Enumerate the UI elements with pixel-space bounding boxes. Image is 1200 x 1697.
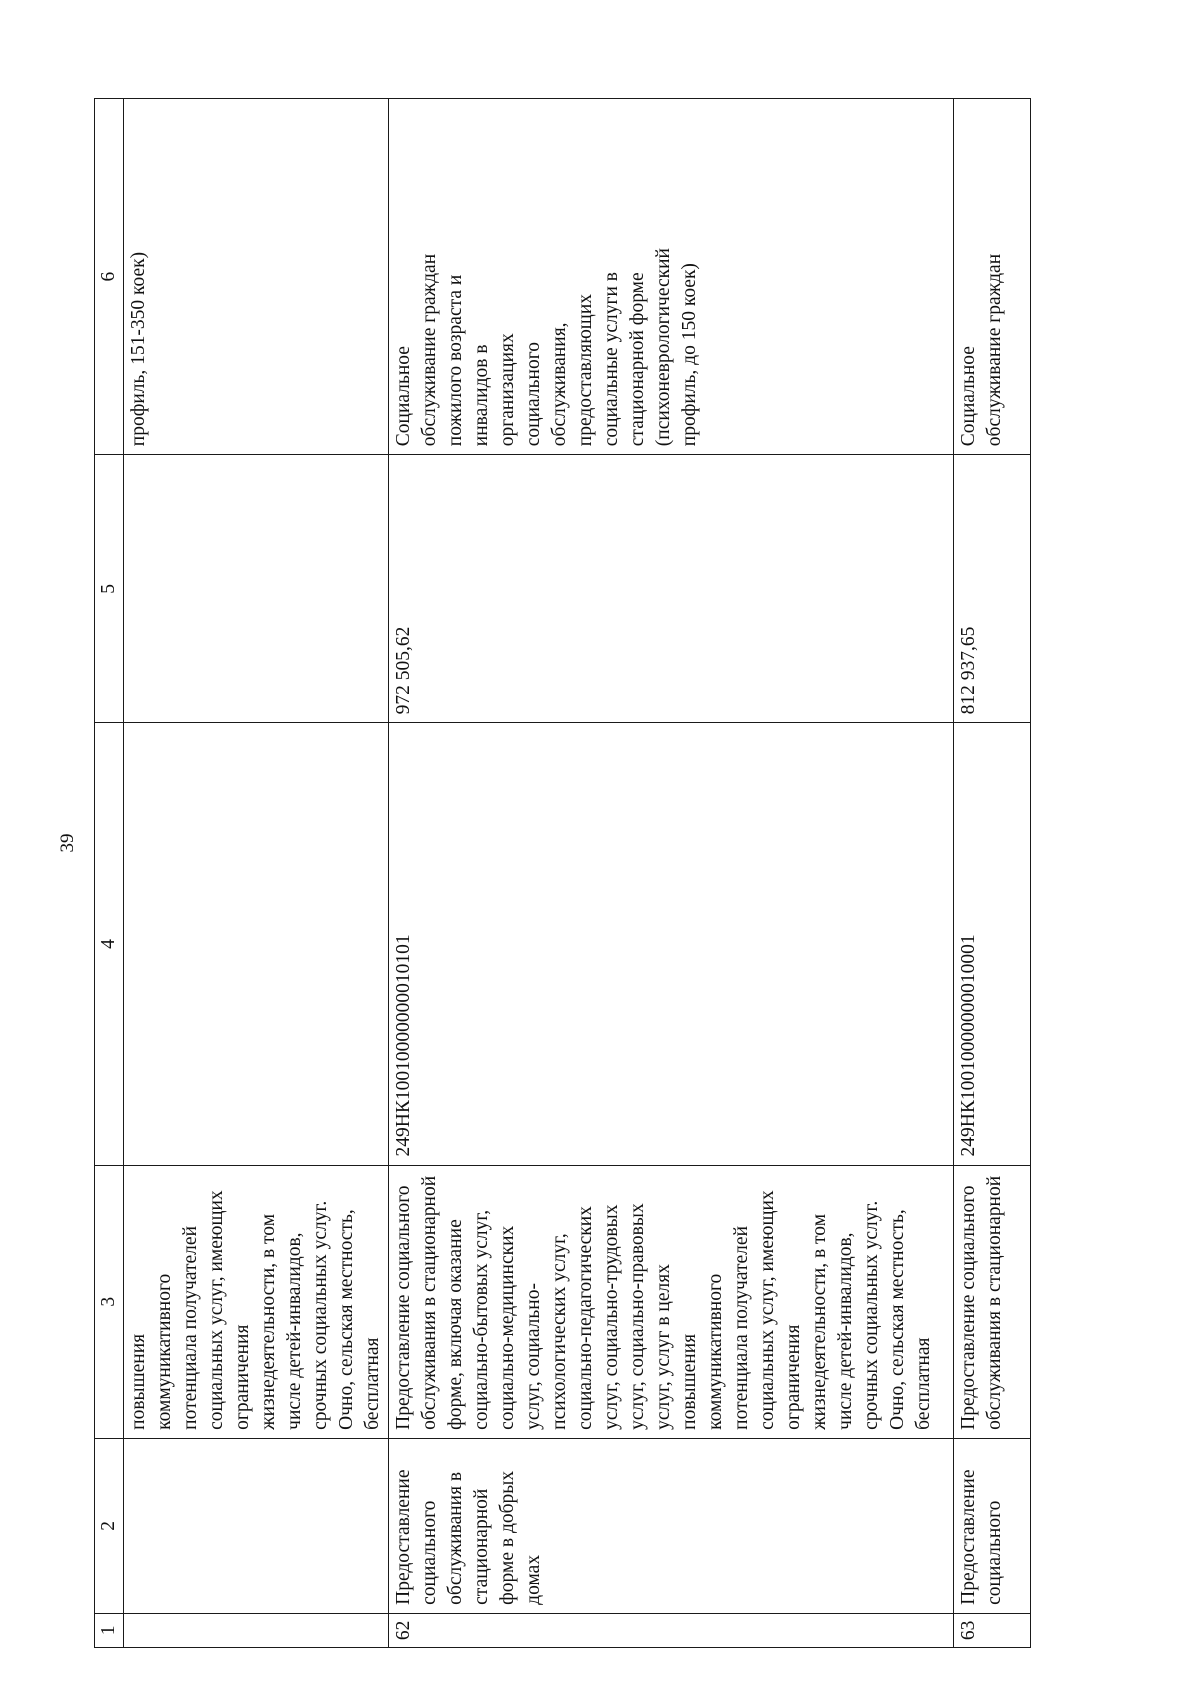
category-line: обслуживание граждан [419, 253, 440, 447]
service-name-line: Предоставление [393, 1469, 414, 1605]
recipient-category-cell [954, 99, 1031, 455]
content-line: социально-бытовых услуг, [471, 1209, 492, 1430]
content-line: услуг, социально-правовых [627, 1203, 648, 1430]
content-line: услуг, социально- [523, 1283, 544, 1430]
column-header-6: 6 [95, 99, 124, 455]
recipient-category-cell [389, 99, 954, 455]
content-line: ограничения [232, 1324, 253, 1430]
service-content-cell [954, 1165, 1031, 1438]
content-line: форме, включая оказание [445, 1219, 466, 1430]
amount-cell [124, 455, 389, 723]
content-line: услуг, услуг в целях [653, 1264, 674, 1430]
content-line: социально-медицинских [497, 1225, 518, 1430]
content-line: ограничения [783, 1324, 804, 1430]
service-content-cell [124, 1165, 389, 1438]
content-line: повышения [128, 1333, 149, 1430]
category-line: (психоневрологический [653, 248, 674, 447]
content-line: психологических услуг, [549, 1233, 570, 1430]
column-header-1: 1 [95, 1613, 124, 1647]
service-name-cell [389, 1438, 954, 1613]
category-line: социального [523, 342, 544, 447]
registry-code-cell [124, 723, 389, 1165]
content-line: обслуживания в стационарной [984, 1175, 1005, 1430]
content-line: Очно, сельская местность, [887, 1209, 908, 1430]
registry-code-cell: 249НК10010000000010101 [389, 723, 954, 1165]
service-name-line: стационарной [471, 1488, 492, 1605]
column-header-3: 3 [95, 1165, 124, 1438]
content-line: социально-педагогических [575, 1206, 596, 1430]
category-line: организациях [497, 333, 518, 447]
category-line: профиль, до 150 коек) [679, 263, 700, 447]
table-row [954, 99, 1031, 1648]
content-line: жизнедеятельности, в том [258, 1213, 279, 1430]
service-name-line: форме в добрых [497, 1470, 518, 1605]
column-header-2: 2 [95, 1438, 124, 1613]
row-number-cell: 62 [389, 1613, 954, 1647]
category-line: инвалидов в [471, 344, 492, 447]
content-line: услуг, социально-трудовых [601, 1204, 622, 1430]
content-line: срочных социальных услуг. [861, 1200, 882, 1430]
content-line: числе детей-инвалидов, [835, 1232, 856, 1430]
table-row [124, 99, 389, 1648]
content-line: коммуникативного [705, 1273, 726, 1430]
content-line: жизнедеятельности, в том [809, 1213, 830, 1430]
rotated-page-content [94, 98, 1104, 1648]
content-line: повышения [679, 1333, 700, 1430]
recipient-category-cell [124, 99, 389, 455]
content-line: Предоставление социального [393, 1185, 414, 1430]
service-name-line: обслуживания в [445, 1471, 466, 1605]
service-content-cell [389, 1165, 954, 1438]
content-line: Предоставление социального [958, 1185, 979, 1430]
category-line: пожилого возраста и [445, 274, 466, 447]
table-row [389, 99, 954, 1648]
category-line: стационарной форме [627, 272, 648, 447]
amount-cell: 812 937,65 [954, 455, 1031, 723]
services-table [94, 98, 1031, 1648]
service-name-line: Предоставление [958, 1469, 979, 1605]
service-name-cell [124, 1438, 389, 1613]
service-name-line: социального [984, 1500, 1005, 1605]
service-name-line: социального [419, 1500, 440, 1605]
category-line: обслуживания, [549, 322, 570, 447]
content-line: бесплатная [913, 1337, 934, 1430]
content-line: социальных услуг, имеющих [206, 1190, 227, 1430]
category-line: социальные услуги в [601, 272, 622, 447]
content-line: потенциала получателей [731, 1225, 752, 1430]
category-line: Социальное [958, 346, 979, 447]
content-line: потенциала получателей [180, 1225, 201, 1430]
content-line: обслуживания в стационарной [419, 1175, 440, 1430]
content-line: Очно, сельская местность, [336, 1209, 357, 1430]
registry-code-cell: 249НК10010000000010001 [954, 723, 1031, 1165]
content-line: социальных услуг, имеющих [757, 1190, 778, 1430]
content-line: бесплатная [362, 1337, 383, 1430]
row-number-cell: 63 [954, 1613, 1031, 1647]
service-name-line: домах [523, 1554, 544, 1605]
column-header-4: 4 [95, 723, 124, 1165]
service-name-cell [954, 1438, 1031, 1613]
category-line: предоставляющих [575, 293, 596, 447]
content-line: коммуникативного [154, 1273, 175, 1430]
content-line: срочных социальных услуг. [310, 1200, 331, 1430]
table-header-row [95, 99, 124, 1648]
content-line: числе детей-инвалидов, [284, 1232, 305, 1430]
page-number: 39 [57, 833, 78, 853]
column-header-5: 5 [95, 455, 124, 723]
category-line: Социальное [393, 346, 414, 447]
amount-cell: 972 505,62 [389, 455, 954, 723]
row-number-cell [124, 1613, 389, 1647]
category-line: профиль, 151-350 коек) [128, 251, 149, 447]
category-line: обслуживание граждан [984, 253, 1005, 447]
